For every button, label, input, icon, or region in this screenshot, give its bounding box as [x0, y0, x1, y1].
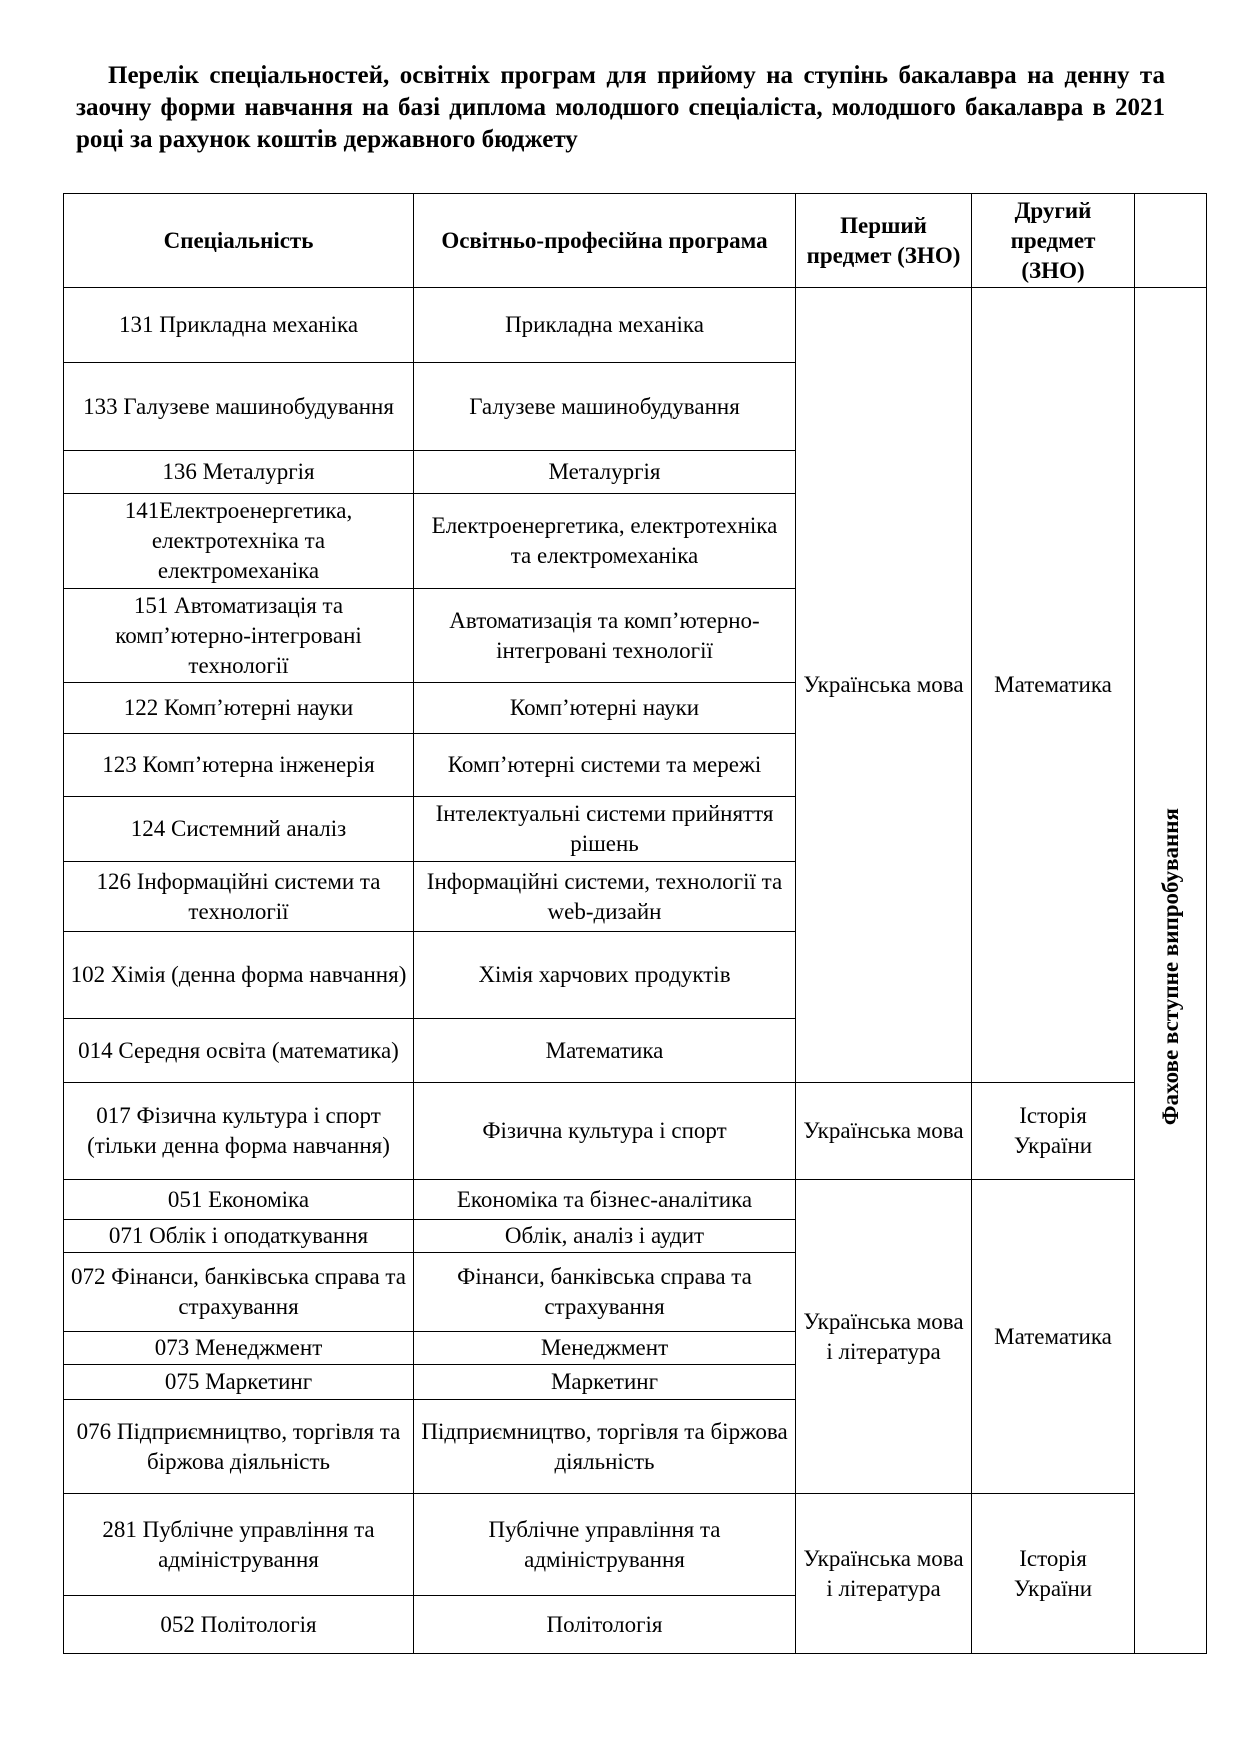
table-header-row: [64, 194, 1207, 288]
header-program: Освітньо-професійна програма: [414, 194, 796, 288]
first-subject-cell: Українська мова: [796, 288, 972, 1083]
specialty-cell: 052 Політологія: [64, 1596, 414, 1654]
program-cell: Фінанси, банківська справа та страхування: [414, 1253, 796, 1332]
specialty-cell: 141Електроенергетика, електротехніка та електромеханіка: [64, 494, 414, 589]
specialties-table: [63, 193, 1207, 1654]
program-cell: Математика: [414, 1019, 796, 1083]
entrance-exam-cell: [1135, 288, 1207, 1654]
program-cell: Економіка та бізнес-аналітика: [414, 1180, 796, 1220]
table-row: [64, 1083, 1207, 1180]
program-cell: Маркетинг: [414, 1365, 796, 1400]
program-cell: Хімія харчових продуктів: [414, 932, 796, 1019]
specialty-cell: 072 Фінанси, банківська справа та страхування: [64, 1253, 414, 1332]
first-subject-cell: Українська мова і література: [796, 1494, 972, 1654]
specialty-cell: 076 Підприємництво, торгівля та біржова діяльність: [64, 1400, 414, 1494]
specialty-cell: 151 Автоматизація та комп’ютерно-інтегровані технології: [64, 589, 414, 683]
program-cell: Менеджмент: [414, 1332, 796, 1365]
program-cell: Інтелектуальні системи прийняття рішень: [414, 797, 796, 862]
program-cell: Фізична культура і спорт: [414, 1083, 796, 1180]
program-cell: Автоматизація та комп’ютерно-інтегровані технології: [414, 589, 796, 683]
second-subject-cell: Історія України: [972, 1494, 1135, 1654]
specialty-cell: 073 Менеджмент: [64, 1332, 414, 1365]
specialty-cell: 014 Середня освіта (математика): [64, 1019, 414, 1083]
second-subject-cell: Математика: [972, 288, 1135, 1083]
program-cell: Металургія: [414, 451, 796, 494]
program-cell: Електроенергетика, електротехніка та електромеханіка: [414, 494, 796, 589]
specialty-cell: 071 Облік і оподаткування: [64, 1220, 414, 1253]
table-row: [64, 1494, 1207, 1596]
specialty-cell: 075 Маркетинг: [64, 1365, 414, 1400]
first-subject-cell: Українська мова: [796, 1083, 972, 1180]
header-extra: [1135, 194, 1207, 288]
second-subject-cell: Математика: [972, 1180, 1135, 1494]
program-cell: Комп’ютерні системи та мережі: [414, 734, 796, 797]
specialty-cell: 017 Фізична культура і спорт (тільки денна форма навчання): [64, 1083, 414, 1180]
specialty-cell: 051 Економіка: [64, 1180, 414, 1220]
first-subject-cell: Українська мова і література: [796, 1180, 972, 1494]
specialty-cell: 124 Системний аналіз: [64, 797, 414, 862]
table-row: [64, 288, 1207, 363]
specialty-cell: 281 Публічне управління та адміністрування: [64, 1494, 414, 1596]
program-cell: Галузеве машинобудування: [414, 363, 796, 451]
specialty-cell: 122 Комп’ютерні науки: [64, 683, 414, 734]
program-cell: Комп’ютерні науки: [414, 683, 796, 734]
header-first-subject: Перший предмет (ЗНО): [796, 194, 972, 288]
entrance-exam-label: Фахове вступне випробування: [1157, 807, 1183, 1126]
program-cell: Підприємництво, торгівля та біржова діяльність: [414, 1400, 796, 1494]
program-cell: Політологія: [414, 1596, 796, 1654]
specialty-cell: 131 Прикладна механіка: [64, 288, 414, 363]
program-cell: Прикладна механіка: [414, 288, 796, 363]
specialty-cell: 126 Інформаційні системи та технології: [64, 862, 414, 932]
header-second-subject: Другий предмет (ЗНО): [972, 194, 1135, 288]
specialty-cell: 133 Галузеве машинобудування: [64, 363, 414, 451]
table-row: [64, 1180, 1207, 1220]
program-cell: Облік, аналіз і аудит: [414, 1220, 796, 1253]
specialty-cell: 123 Комп’ютерна інженерія: [64, 734, 414, 797]
specialty-cell: 136 Металургія: [64, 451, 414, 494]
header-specialty: Спеціальність: [64, 194, 414, 288]
second-subject-cell: Історія України: [972, 1083, 1135, 1180]
specialty-cell: 102 Хімія (денна форма навчання): [64, 932, 414, 1019]
program-cell: Інформаційні системи, технології та web-дизайн: [414, 862, 796, 932]
program-cell: Публічне управління та адміністрування: [414, 1494, 796, 1596]
document-title: Перелік спеціальностей, освітніх програм для прийому на ступінь бакалавра на денну та заочну форми навчання на базі диплома молодшого спеціаліста, молодшого бакалавра в 2021 році за рахунок коштів державного бюджету: [76, 62, 1165, 153]
